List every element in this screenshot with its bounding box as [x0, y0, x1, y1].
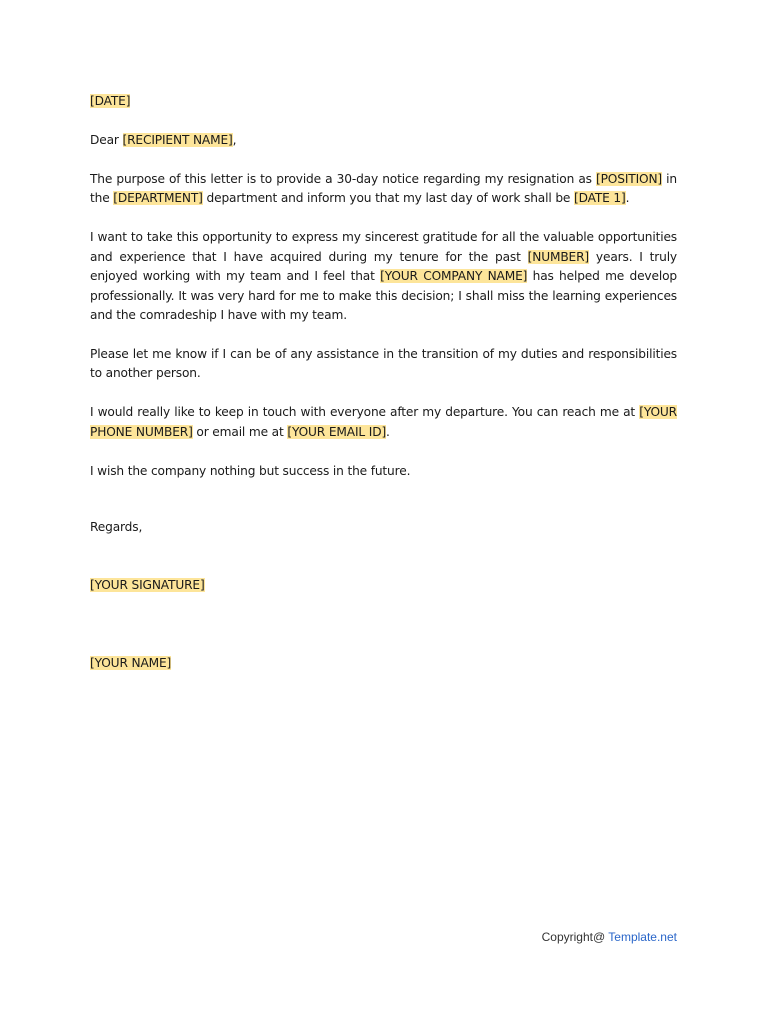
footer-copyright [542, 930, 677, 944]
salutation [90, 131, 677, 150]
salutation-suffix: , [232, 133, 237, 147]
paragraph-text: in the [90, 172, 677, 206]
paragraph-text: . [386, 424, 390, 439]
paragraph-gratitude [90, 228, 677, 325]
paragraph-contact [90, 403, 677, 442]
paragraph-text: . [625, 191, 630, 206]
copyright-text: Copyright@ [541, 930, 609, 944]
date-placeholder: [DATE] [90, 94, 131, 108]
paragraph-notice [90, 170, 677, 209]
paragraph-text: years. I truly enjoyed working with my team and I feel that [90, 249, 677, 284]
salutation-prefix: Dear [90, 133, 123, 147]
paragraph-text: has helped me develop professionally. It was very hard for me to make this decision; I shall miss the learning experiences and the comradeship I have with my team. [90, 269, 677, 323]
name-placeholder: [YOUR NAME] [90, 656, 172, 670]
number-placeholder: [NUMBER] [527, 249, 590, 264]
paragraph-text: The purpose of this letter is to provide a 30-day notice regarding my resignation as [90, 172, 596, 186]
phone-number-placeholder: [YOUR PHONE NUMBER] [90, 405, 677, 439]
paragraph-text: I would really like to keep in touch with everyone after my departure. You can reach me at [90, 405, 640, 420]
paragraph-assistance: Please let me know if I can be of any assistance in the transition of my duties and responsibilities to another person. [90, 347, 677, 381]
brand-link[interactable]: Template.net [608, 930, 677, 944]
signature-placeholder: [YOUR SIGNATURE] [90, 578, 205, 592]
date1-placeholder: [DATE 1] [573, 191, 626, 206]
signature-line [90, 576, 205, 595]
paragraph-wishes: I wish the company nothing but success in the future. [90, 463, 411, 478]
date-line [90, 92, 677, 111]
department-placeholder: [DEPARTMENT] [113, 191, 203, 206]
position-placeholder: [POSITION] [596, 172, 663, 186]
email-placeholder: [YOUR EMAIL ID] [287, 424, 387, 439]
letter-body [90, 92, 677, 501]
name-line [90, 654, 171, 673]
closing: Regards, [90, 520, 143, 534]
paragraph-text: department and inform you that my last day of work shall be [202, 191, 574, 206]
recipient-name-placeholder: [RECIPIENT NAME] [122, 133, 233, 147]
paragraph-text: or email me at [192, 424, 288, 439]
company-name-placeholder: [YOUR COMPANY NAME] [380, 269, 528, 284]
paragraph-text: I want to take this opportunity to express my sincerest gratitude for all the valuable opportunities and experience that I have acquired during my tenure for the past [90, 230, 677, 264]
